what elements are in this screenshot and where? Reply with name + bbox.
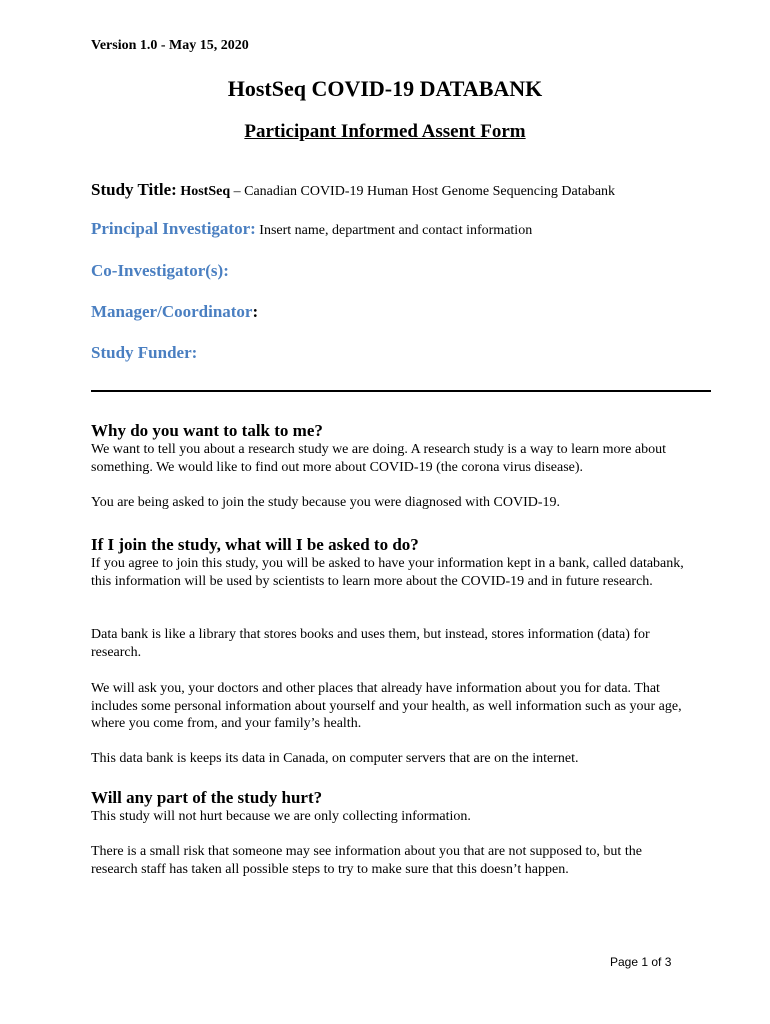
section-heading-hurt: Will any part of the study hurt? — [91, 788, 323, 807]
paragraph: This data bank is keeps its data in Canada, on computer servers that are on the internet. — [91, 751, 579, 766]
paragraph: Data bank is like a library that stores books and uses them, but instead, stores information (data) for research. — [91, 627, 650, 660]
paragraph: We will ask you, your doctors and other places that already have information about you for data. That includes some personal information about yourself and your health, as well information such as your age, where you come from, and your family’s health. — [91, 681, 682, 731]
co-investigators-label: Co-Investigator(s): — [91, 261, 229, 280]
study-title-name: HostSeq — [180, 184, 231, 199]
paragraph: If you agree to join this study, you will be asked to have your information kept in a bank, called databank, this information will be used by scientists to learn more about the COVID-19 and in future research. — [91, 556, 684, 589]
study-funder-label: Study Funder: — [91, 343, 198, 362]
paragraph: You are being asked to join the study because you were diagnosed with COVID-19. — [91, 495, 561, 510]
version-line: Version 1.0 - May 15, 2020 — [91, 38, 249, 53]
manager-colon: : — [252, 302, 259, 321]
study-title-label: Study Title: — [91, 180, 177, 199]
paragraph: We want to tell you about a research study we are doing. A research study is a way to learn more about something. We would like to find out more about COVID-19 (the corona virus disease). — [91, 442, 667, 475]
manager-label: Manager/Coordinator — [91, 302, 253, 321]
document-title: HostSeq COVID-19 DATABANK — [227, 76, 543, 101]
section-divider — [91, 390, 711, 392]
document-subtitle — [0, 121, 770, 143]
paragraph: There is a small risk that someone may see information about you that are not supposed to, but the research staff has taken all possible steps to try to make sure that this doesn’t happen. — [91, 844, 642, 877]
section-heading-why: Why do you want to talk to me? — [91, 421, 323, 440]
paragraph: This study will not hurt because we are only collecting information. — [91, 809, 471, 824]
principal-investigator-field — [91, 219, 532, 239]
study-title-field — [91, 180, 615, 200]
subtitle-text: Participant Informed Assent Form — [244, 121, 526, 142]
co-investigators-field — [91, 261, 229, 281]
study-title-rest: – Canadian COVID-19 Human Host Genome Sequencing Databank — [230, 184, 616, 199]
pi-value: Insert name, department and contact information — [255, 223, 533, 238]
study-funder-field — [91, 343, 197, 363]
manager-field — [91, 302, 258, 322]
section-heading-join: If I join the study, what will I be asked to do? — [91, 535, 419, 554]
page-number: Page 1 of 3 — [610, 955, 672, 969]
pi-label: Principal Investigator: — [91, 219, 256, 238]
